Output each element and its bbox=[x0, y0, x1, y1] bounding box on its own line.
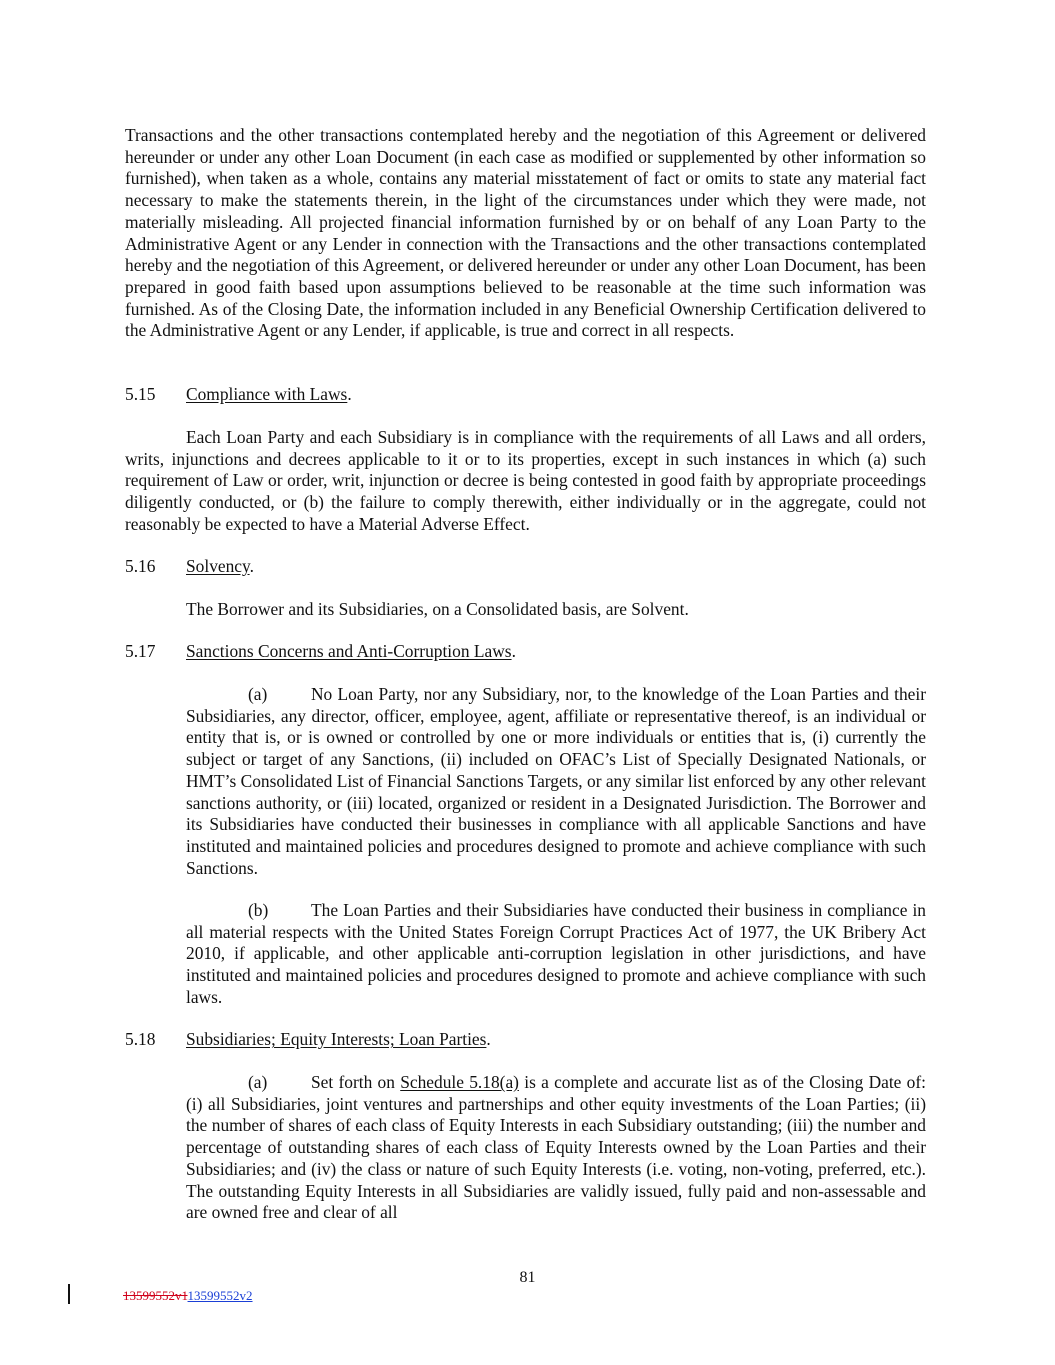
document-id bbox=[123, 1288, 253, 1303]
clause-text: The Loan Parties and their Subsidiaries have conducted their business in compliance in all material respects with the United States Foreign Corrupt Practices Act of 1977, the UK Bribery Act 2010, if applicable, and other applicable anti-corruption legislation in other jurisdictions, and have instituted and maintained policies and procedures designed to promote and achieve compliance with such laws. bbox=[186, 900, 926, 1007]
section-heading-5-17 bbox=[125, 641, 516, 663]
document-id-deleted: 13599552v1 bbox=[123, 1288, 188, 1303]
section-5-18-clause-a bbox=[186, 1072, 926, 1224]
section-heading-5-15 bbox=[125, 384, 352, 406]
clause-text: No Loan Party, nor any Subsidiary, nor, to the knowledge of the Loan Parties and their Subsidiaries, any director, officer, employee, agent, affiliate or representative thereof, is an individual or entity that is, or is owned or controlled by one or more individuals or entities that is, (i) currently the subject or target of any Sanctions, (ii) included on OFAC’s List of Specially Designated Nationals, or HMT’s Consolidated List of Financial Sanctions Targets, or any similar list enforced by any other relevant sanctions authority, or (iii) located, organized or resident in a Designated Jurisdiction. The Borrower and its Subsidiaries have conducted their businesses in compliance with all applicable Sanctions and have instituted and maintained policies and procedures designed to promote and achieve compliance with such Sanctions. bbox=[186, 684, 926, 878]
page-number: 81 bbox=[519, 1269, 536, 1286]
section-heading-5-16 bbox=[125, 556, 254, 578]
section-title: Subsidiaries; Equity Interests; Loan Parties bbox=[186, 1029, 487, 1049]
clause-label: (a) bbox=[248, 1072, 268, 1092]
section-title-period: . bbox=[249, 556, 254, 576]
section-5-16-body: The Borrower and its Subsidiaries, on a Consolidated basis, are Solvent. bbox=[186, 599, 689, 619]
clause-label: (b) bbox=[248, 900, 269, 920]
section-title: Solvency bbox=[186, 556, 250, 576]
section-number: 5.15 bbox=[125, 384, 156, 404]
intro-paragraph: Transactions and the other transactions contemplated hereby and the negotiation of this Agreement or delivered hereunder or under any other Loan Document (in each case as modified or supplemented by other information so furnished), when taken as a whole, contains any material misstatement of fact or omits to state any material fact necessary to make the statements therein, in the light of the circumstances under which they were made, not materially misleading. All projected financial information furnished by or on behalf of any Loan Party to the Administrative Agent or any Lender in connection with the Transactions and the other transactions contemplated hereby and the negotiation of this Agreement, or delivered hereunder or under any other Loan Document, has been prepared in good faith based upon assumptions believed to be reasonable at the time such information was furnished. As of the Closing Date, the information included in any Beneficial Ownership Certification delivered to the Administrative Agent or any Lender, if applicable, is true and correct in all respects. bbox=[125, 125, 926, 341]
document-id-inserted: 13599552v2 bbox=[187, 1288, 253, 1303]
section-title: Sanctions Concerns and Anti-Corruption Laws bbox=[186, 641, 512, 661]
section-title-period: . bbox=[347, 384, 352, 404]
section-5-15-body: Each Loan Party and each Subsidiary is in compliance with the requirements of all Laws and all orders, writs, injunctions and decrees applicable to it or to its properties, except in such instances in which (a) such requirement of Law or order, writ, injunction or decree is being contested in good faith by appropriate proceedings diligently conducted, or (b) the failure to comply therewith, either individually or in the aggregate, could not reasonably be expected to have a Material Adverse Effect. bbox=[125, 427, 926, 534]
section-title: Compliance with Laws bbox=[186, 384, 348, 404]
section-number: 5.17 bbox=[125, 641, 156, 661]
schedule-reference: Schedule 5.18(a) bbox=[400, 1072, 519, 1092]
clause-label: (a) bbox=[248, 684, 268, 704]
section-title-period: . bbox=[511, 641, 516, 661]
section-heading-5-18 bbox=[125, 1029, 491, 1051]
section-title-period: . bbox=[486, 1029, 491, 1049]
clause-text-post: is a complete and accurate list as of the Closing Date of: (i) all Subsidiaries, joint ventures and partnerships and other equity investments of the Loan Parties; (ii) the number of shares of each class of Equity Interests in each Subsidiary outstanding; (iii) the number and percentage of outstanding shares of each class of Equity Interests owned by the Loan Parties and their Subsidiaries; and (iv) the class or nature of such Equity Interests (i.e. voting, non-voting, preferred, etc.). The outstanding Equity Interests in all Subsidiaries are validly issued, fully paid and non-assessable and are owned free and clear of all bbox=[186, 1072, 926, 1223]
section-number: 5.18 bbox=[125, 1029, 156, 1049]
section-5-17-clause-a bbox=[186, 684, 926, 879]
revision-change-bar bbox=[68, 1284, 70, 1304]
section-number: 5.16 bbox=[125, 556, 156, 576]
section-5-17-clause-b bbox=[186, 900, 926, 1009]
clause-text-pre: Set forth on bbox=[311, 1072, 401, 1092]
